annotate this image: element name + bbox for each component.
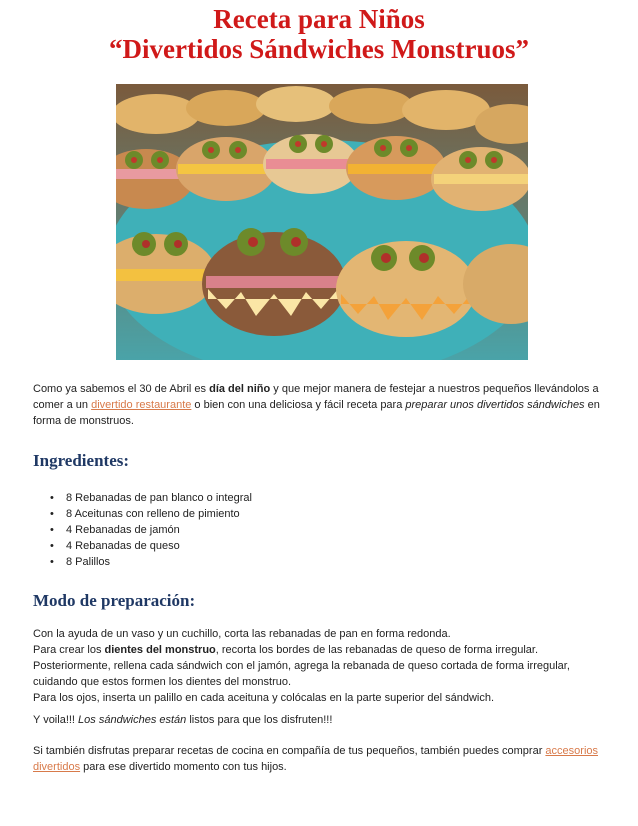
page-title-line1: Receta para Niños xyxy=(213,4,425,34)
list-item: • 8 Rebanadas de pan blanco o integral xyxy=(50,490,252,506)
intro-text-3: o bien con una deliciosa y fácil receta para xyxy=(191,399,406,411)
intro-text-1: Como ya sabemos el 30 de Abril es xyxy=(33,383,210,395)
accessories-link[interactable]: accesorios divertidos xyxy=(33,745,598,773)
voila-text-a: Y voila!!! xyxy=(33,714,79,726)
prep-line-2b: , recorta los bordes de las rebanadas de queso de forma irregular. xyxy=(215,644,539,656)
voila-paragraph xyxy=(33,712,617,728)
closing-text-b: para ese divertido momento con tus hijos. xyxy=(80,761,287,773)
prep-line-3: Posteriormente, rellena cada sándwich con el jamón, agrega la rebanada de queso cortada de forma irregular, cuidando que estos formen los dientes del monstruo. xyxy=(33,660,570,688)
monster-sandwiches-photo xyxy=(116,84,528,360)
voila-italic: Los sándwiches están xyxy=(78,714,187,726)
intro-paragraph xyxy=(33,381,617,429)
prep-bold-teeth: dientes del monstruo xyxy=(104,644,216,656)
page-title-line2: “Divertidos Sándwiches Monstruos” xyxy=(108,34,530,64)
intro-text-2: y que mejor manera de festejar a nuestros pequeños llevándolos a comer a un xyxy=(33,383,599,411)
list-item: • 4 Rebanadas de queso xyxy=(50,538,252,554)
list-item: • 4 Rebanadas de jamón xyxy=(50,522,252,538)
voila-text-b: listos para que los disfruten!!! xyxy=(186,714,333,726)
closing-paragraph xyxy=(33,743,617,775)
prep-line-2a: Para crear los xyxy=(33,644,105,656)
intro-italic: preparar unos divertidos sándwiches xyxy=(405,399,585,411)
prep-line-4: Para los ojos, inserta un palillo en cada aceituna y colócalas en la parte superior del sándwich. xyxy=(33,692,495,704)
closing-text-a: Si también disfrutas preparar recetas de cocina en compañía de tus pequeños, también puedes comprar xyxy=(33,745,546,757)
ingredients-heading: Ingredientes: xyxy=(33,451,130,470)
ingredients-list xyxy=(50,490,252,570)
intro-text-4: en forma de monstruos. xyxy=(33,399,600,427)
prep-line-1: Con la ayuda de un vaso y un cuchillo, corta las rebanadas de pan en forma redonda. xyxy=(33,628,451,640)
preparation-paragraph xyxy=(33,626,617,706)
preparation-heading: Modo de preparación: xyxy=(33,591,196,610)
list-item: • 8 Aceitunas con relleno de pimiento xyxy=(50,506,252,522)
restaurant-link[interactable]: divertido restaurante xyxy=(91,399,192,411)
list-item: • 8 Palillos xyxy=(50,554,252,570)
intro-bold-day: día del niño xyxy=(209,383,271,395)
